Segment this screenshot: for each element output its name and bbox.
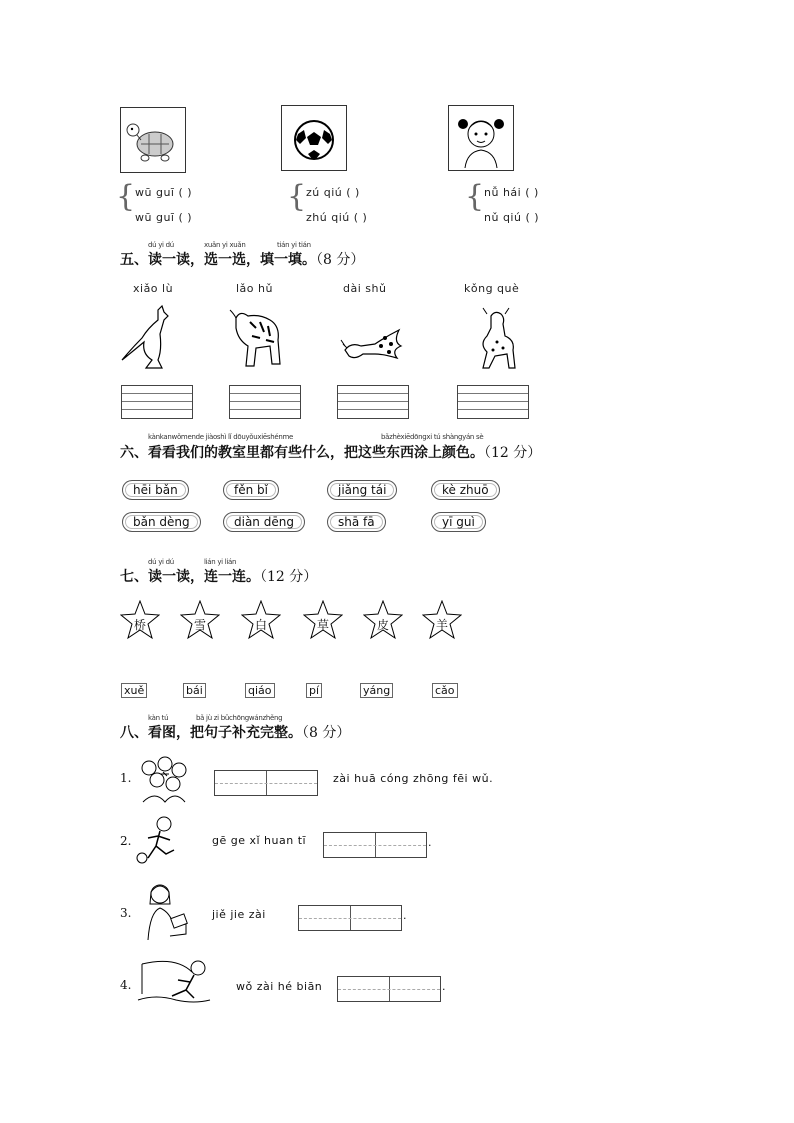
title-ruby: kànkanwǒmende jiàoshì lǐ dōuyǒuxiēshénme (148, 433, 294, 441)
sentence-text: . (403, 909, 407, 922)
item-number: 4. (120, 978, 132, 992)
classroom-item-cloud[interactable]: hēi bǎn (122, 480, 189, 500)
sentence-text: jiě jie zài (212, 908, 266, 921)
animal-label: kǒng què (464, 282, 520, 295)
peacock-icon (335, 316, 405, 364)
pinyin-box[interactable]: yáng (360, 683, 393, 698)
classroom-item-cloud[interactable]: bǎn dèng (122, 512, 201, 532)
pinyin-box[interactable]: pí (306, 683, 322, 698)
butterfly-flowers-icon (135, 754, 193, 804)
turtle-picture (120, 107, 186, 173)
item-number: 1. (120, 771, 132, 785)
classroom-item-cloud[interactable]: kè zhuō (431, 480, 500, 500)
title-ruby: dú yi dú (148, 241, 174, 249)
pinyin-box[interactable]: qiáo (245, 683, 275, 698)
star-item[interactable] (422, 600, 462, 640)
turtle-icon (121, 108, 185, 172)
title-ruby: kàn tú (148, 714, 169, 722)
star-item[interactable] (241, 600, 281, 640)
option-text: nǔ qiú ( ) (484, 211, 540, 224)
title-ruby: tián yi tián (277, 241, 311, 249)
boy-fishing-icon (136, 954, 212, 1004)
pinyin-box[interactable]: cǎo (432, 683, 458, 698)
option-text: nǚ hái ( ) (484, 186, 539, 199)
answer-writing-box[interactable] (337, 385, 409, 419)
title-ruby: bǎ jù zi bǔchōngwánzhěng (196, 714, 283, 722)
answer-writing-box[interactable] (457, 385, 529, 419)
section-title: 七、读一读，连一连。（12 分） (120, 569, 318, 585)
option-text: zhú qiú ( ) (306, 211, 368, 224)
girl-icon (449, 106, 513, 170)
animal-label: dài shǔ (343, 282, 387, 295)
star-item[interactable] (363, 600, 403, 640)
classroom-item-cloud[interactable]: jiǎng tái (327, 480, 397, 500)
brace: { (465, 179, 485, 214)
star-character: 白 (255, 618, 268, 632)
classroom-item-cloud[interactable]: shā fā (327, 512, 386, 532)
boy-kicking-ball-icon (134, 814, 186, 866)
star-character: 皮 (377, 618, 390, 632)
option-text: zú qiú ( ) (306, 186, 360, 199)
section-title: 五、读一读，选一选，填一填。（8 分） (120, 252, 365, 268)
brace: { (116, 179, 136, 214)
title-ruby: bǎzhèxiēdōngxi tú shàngyán sè (381, 433, 484, 441)
star-character: 雪 (194, 618, 207, 632)
star-item[interactable] (180, 600, 220, 640)
star-character: 桥 (134, 618, 147, 632)
pinyin-box[interactable]: xuě (121, 683, 147, 698)
answer-writing-box[interactable] (323, 832, 427, 858)
title-ruby: xuǎn yi xuǎn (204, 241, 246, 249)
sentence-text: . (428, 836, 432, 849)
pinyin-box[interactable]: bái (183, 683, 206, 698)
football-icon (282, 106, 346, 170)
section-title: 八、看图，把句子补充完整。（8 分） (120, 725, 351, 741)
animal-label: xiǎo lù (133, 282, 174, 295)
sentence-text: . (442, 980, 446, 993)
deer-icon (469, 306, 523, 374)
title-ruby: dú yi dú (148, 558, 174, 566)
girl-reading-icon (136, 880, 192, 942)
classroom-item-cloud[interactable]: fěn bǐ (223, 480, 279, 500)
animal-label: lǎo hǔ (236, 282, 273, 295)
answer-writing-box[interactable] (337, 976, 441, 1002)
answer-writing-box[interactable] (298, 905, 402, 931)
girl-picture (448, 105, 514, 171)
kangaroo-icon (118, 304, 182, 374)
title-ruby: lián yi lián (204, 558, 237, 566)
option-text: wū guī ( ) (135, 186, 193, 199)
star-item[interactable] (120, 600, 160, 640)
star-item[interactable] (303, 600, 343, 640)
football-picture (281, 105, 347, 171)
star-character: 羊 (436, 618, 449, 632)
classroom-item-cloud[interactable]: diàn dēng (223, 512, 305, 532)
answer-writing-box[interactable] (229, 385, 301, 419)
item-number: 3. (120, 906, 132, 920)
brace: { (287, 179, 307, 214)
section-title: 六、看看我们的教室里都有些什么，把这些东西涂上颜色。（12 分） (120, 445, 542, 461)
answer-writing-box[interactable] (214, 770, 318, 796)
sentence-text: gē ge xǐ huan tī (212, 834, 307, 847)
sentence-text: wǒ zài hé biān (236, 980, 323, 993)
star-character: 草 (317, 618, 330, 632)
answer-writing-box[interactable] (121, 385, 193, 419)
option-text: wū guī ( ) (135, 211, 193, 224)
tiger-icon (226, 306, 290, 372)
item-number: 2. (120, 834, 132, 848)
sentence-text: zài huā cóng zhōng fēi wǔ. (333, 772, 494, 785)
classroom-item-cloud[interactable]: yī guì (431, 512, 486, 532)
